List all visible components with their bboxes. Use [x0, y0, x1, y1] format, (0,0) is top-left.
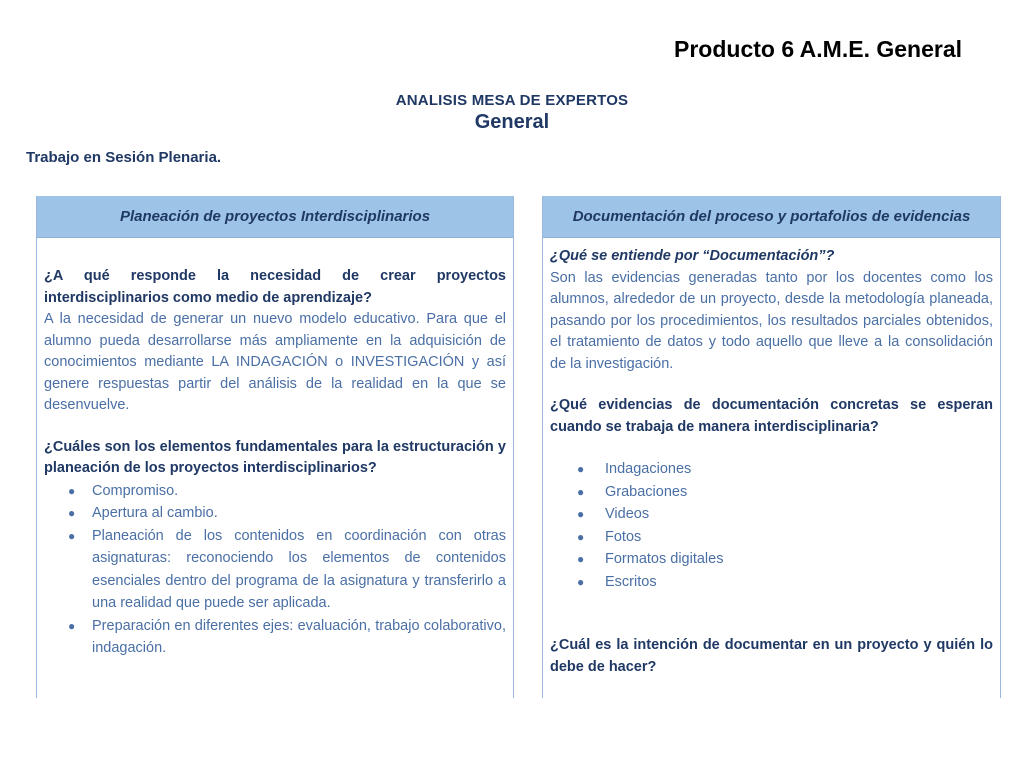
list-item — [68, 615, 506, 660]
list-item — [577, 458, 993, 481]
bullet-icon: ● — [577, 462, 585, 476]
list-item — [577, 481, 993, 504]
left-column-body — [37, 238, 513, 660]
list-item — [577, 503, 993, 526]
bullet-icon: ● — [68, 483, 76, 498]
right-question-1: ¿Qué se entiende por “Documentación”? — [550, 248, 835, 264]
bullet-icon: ● — [577, 529, 585, 544]
left-question-1: ¿A qué responde la necesidad de crear proyectos interdisciplinarios como medio de aprendizaje? — [44, 268, 506, 306]
bullet-icon: ● — [68, 528, 76, 543]
left-answer-1: A la necesidad de generar un nuevo modelo educativo. Para que el alumno pueda desarrollarse más ampliamente en la adquisición de conocimientos mediante LA INDAGACIÓN o INVESTIGACIÓN y así genere respuestas partir del análisis de la realidad en la que se desenvuelve. — [44, 311, 506, 413]
list-item-text: Compromiso. — [92, 482, 179, 499]
bullet-icon: ● — [577, 507, 585, 521]
list-item — [577, 571, 993, 594]
list-item-text: Formatos digitales — [605, 551, 724, 567]
right-column-header: Documentación del proceso y portafolios de evidencias — [543, 196, 1000, 238]
spacer — [550, 375, 993, 395]
list-item — [68, 480, 506, 503]
list-item — [68, 525, 506, 615]
list-item — [68, 502, 506, 525]
left-column-header: Planeación de proyectos Interdisciplinarios — [37, 196, 513, 238]
bullet-icon: ● — [68, 506, 76, 520]
list-item — [577, 526, 993, 549]
list-item-text: Preparación en diferentes ejes: evaluación, trabajo colaborativo, indagación. — [92, 617, 506, 656]
spacer — [44, 417, 506, 437]
list-item-text: Fotos — [605, 528, 642, 545]
left-column — [36, 196, 514, 698]
list-item — [577, 548, 993, 571]
right-evidence-list — [550, 458, 993, 593]
spacer — [550, 593, 993, 635]
left-question-2: ¿Cuáles son los elementos fundamentales para la estructuración y planeación de los proyectos interdisciplinarios? — [44, 438, 506, 476]
bullet-icon: ● — [577, 552, 585, 566]
right-column — [542, 196, 1001, 698]
list-item-text: Planeación de los contenidos en coordinación con otras asignaturas: reconociendo los elementos de contenidos esenciales dentro del programa de la asignatura y transferirlo a una realidad que puede ser aplicada. — [92, 527, 506, 611]
right-answer-1: Son las evidencias generadas tanto por los docentes como los alumnos, alrededor de un proyecto, desde la metodología planeada, pasando por los procedimientos, los resultados parciales obtenidos, el tratamiento de datos y todo aquello que lleve a la consolidación de la investigación. — [550, 269, 993, 372]
list-item-text: Grabaciones — [605, 483, 688, 500]
right-question-2: ¿Qué evidencias de documentación concretas se esperan cuando se trabaja de manera interdisciplinaria? — [550, 397, 993, 435]
right-column-body — [543, 238, 1000, 678]
bullet-icon: ● — [68, 618, 76, 633]
right-question-3: ¿Cuál es la intención de documentar en un proyecto y quién lo debe de hacer? — [550, 637, 993, 675]
document-heading — [0, 92, 1024, 134]
slide-title: Producto 6 A.M.E. General — [674, 36, 962, 62]
bullet-icon: ● — [577, 484, 585, 499]
list-item-text: Indagaciones — [605, 461, 692, 477]
list-item-text: Escritos — [605, 573, 657, 590]
session-label: Trabajo en Sesión Plenaria. — [26, 149, 222, 166]
document-title: ANALISIS MESA DE EXPERTOS — [395, 92, 629, 109]
left-elements-list — [44, 480, 506, 660]
document-subtitle: General — [474, 111, 550, 133]
list-item-text: Videos — [605, 506, 650, 522]
bullet-icon: ● — [577, 574, 585, 589]
list-item-text: Apertura al cambio. — [92, 505, 218, 521]
